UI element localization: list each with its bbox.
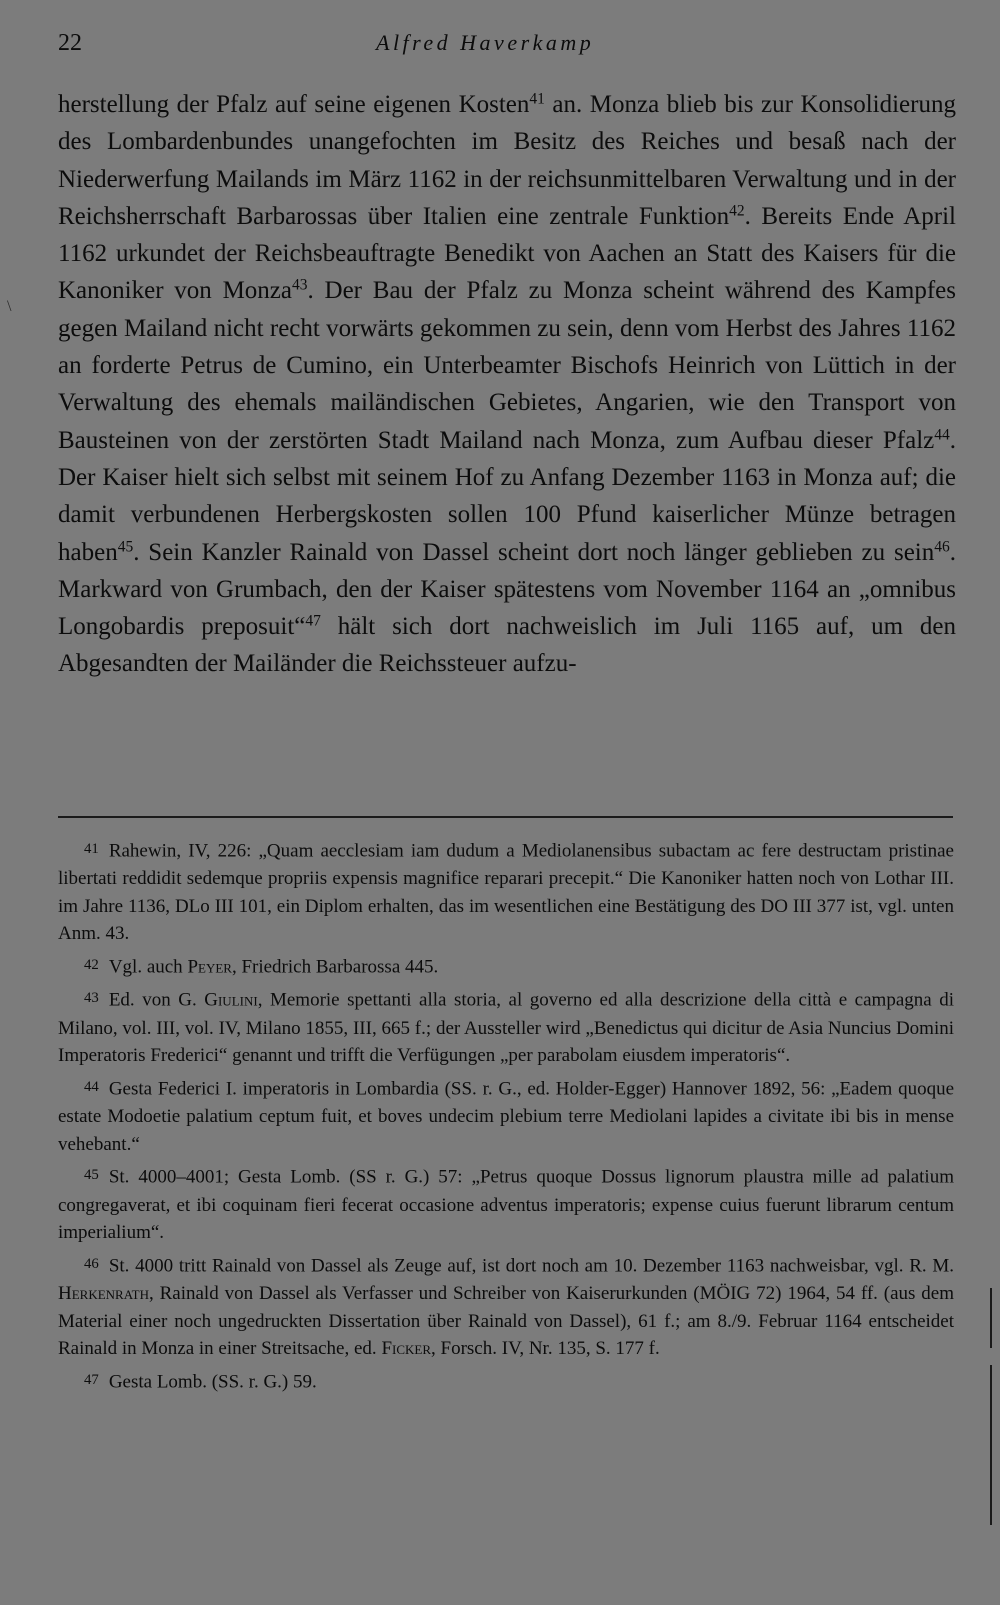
footnote-ref: 43: [292, 276, 308, 294]
scan-edge-mark: \: [7, 298, 12, 315]
text-run: . Der Kaiser hielt sich selbst mit seinem Hof zu Anfang Dezember 1163 in Monza auf; die damit verbundenen Herbergskosten sollen 100 Pfund kaiserlicher Münze betragen haben: [58, 426, 956, 566]
footnote-number: 47: [84, 1371, 99, 1388]
text-run: , Rainald von Dassel als Verfasser und Schreiber von Kaiserurkunden (MÖIG 72) 1964, 54 ff. (aus dem Material einer noch ungedruckten Dissertation über Rainald von Dassel), 61 f.; am 8./9. Februar 1164 entscheidet Rainald in Monza in einer Streitsache, ed.: [58, 1283, 954, 1360]
text-run: St. 4000–4001; Gesta Lomb. (SS r. G.) 57: „Petrus quoque Dossus lignorum plaustra mille ad palatium congregaverat, et ibi coquinam fieri fecerat occasione adventus imperatoris; expense cuius fuerunt librarum centum imperialium“.: [58, 1167, 954, 1244]
text-run: hält sich dort nachweislich im Juli 1165 auf, um den Abgesandten der Mailänder die Reichssteuer aufzu-: [58, 613, 956, 678]
footnote-number: 41: [84, 841, 99, 857]
footnote-44: [58, 1074, 954, 1158]
footnote-45: [58, 1162, 954, 1246]
text-run: Vgl. auch: [108, 956, 188, 978]
footnote-42: [58, 952, 954, 981]
text-run: St. 4000 tritt Rainald von Dassel als Zeuge auf, ist dort noch am 10. Dezember 1163 nachweisbar, vgl. R. M.: [108, 1255, 954, 1277]
footnote-ref: 45: [117, 538, 134, 556]
author-name: Herkenrath: [58, 1283, 149, 1305]
text-run: an. Monza blieb bis zur Konsolidierung des Lombardenbundes unangefochten im Besitz des Reiches und besaß nach der Niederwerfung Mailands im März 1162 in der reichsunmittelbaren Verwaltung und in der Reichsherrschaft Barbarossas über Italien eine zentrale Funktion: [58, 91, 956, 230]
footnote-number: 45: [84, 1167, 99, 1184]
footnote-47: [58, 1367, 954, 1396]
text-run: , Friedrich Barbarossa 445.: [231, 956, 439, 978]
text-run: , Memorie spettanti alla storia, al governo ed alla descrizione della città e campagna di Milano, vol. III, vol. IV, Milano 1855, III, 665 f.; der Aussteller wird „Benedictus qui dicitur de Asia Nuncius Domini Imperatoris Frederici“ genannt und trifft die Verfügungen „per parabolam eiusdem imperatoris“.: [58, 990, 954, 1067]
text-run: . Der Bau der Pfalz zu Monza scheint während des Kampfes gegen Mailand nicht recht vorwärts gekommen zu sein, denn vom Herbst des Jahres 1162 an forderte Petrus de Cumino, ein Unterbeamter Bischofs Heinrich von Lüttich in der Verwaltung des ehemals mailändischen Gebietes, Angarien, wie den Transport von Bausteinen von der zerstörten Stadt Mailand nach Monza, zum Aufbau dieser Pfalz: [58, 277, 956, 454]
main-text: [58, 86, 956, 683]
text-run: Ed. von G.: [108, 990, 205, 1012]
scan-gutter-line: [990, 1365, 992, 1525]
footnote-number: 42: [84, 957, 99, 974]
text-run: . Sein Kanzler Rainald von Dassel scheint dort noch länger geblieben zu sein: [133, 538, 935, 566]
footnote-number: 44: [84, 1078, 99, 1095]
running-head: Alfred Haverkamp: [376, 30, 595, 55]
footnote-46: [58, 1251, 954, 1363]
text-run: Rahewin, IV, 226: „Quam aecclesiam iam dudum a Mediolanensibus subactam ac fere destructam pristinae libertati reddidit sedemque propriis expensis magnifice reparari precepit.“ Die Kanoniker hatten noch von Lothar III. im Jahre 1136, DLo III 101, ein Diplom erhalten, das im wesentlichen eine Bestätigung des DO III 377 ist, vgl. unten Anm. 43.: [58, 840, 954, 945]
footnote-41: [58, 836, 954, 948]
scan-gutter-line: [990, 1288, 992, 1348]
footnote-43: [58, 985, 954, 1069]
footnote-ref: 44: [934, 426, 950, 444]
footnote-number: 43: [84, 990, 99, 1007]
footnote-ref: 41: [529, 90, 545, 108]
footnote-separator: [58, 816, 953, 818]
footnote-ref: 46: [934, 538, 950, 556]
footnotes: [58, 836, 954, 1400]
page-number: 22: [58, 30, 82, 56]
author-name: Peyer: [187, 956, 232, 978]
text-run: . Markward von Grumbach, den der Kaiser spätestens vom November 1164 an „omnibus Longobardis preposuit“: [58, 538, 956, 641]
author-name: Ficker: [381, 1338, 432, 1360]
text-run: Gesta Lomb. (SS. r. G.) 59.: [108, 1371, 317, 1393]
footnote-number: 46: [84, 1255, 99, 1272]
text-run: . Bereits Ende April 1162 urkundet der Reichsbeauftragte Benedikt von Aachen an Statt des Kaisers für die Kanoniker von Monza: [58, 202, 957, 305]
text-run: , Forsch. IV, Nr. 135, S. 177 f.: [431, 1338, 660, 1360]
author-name: Giulini: [204, 990, 258, 1012]
text-run: herstellung der Pfalz auf seine eigenen Kosten: [58, 91, 530, 118]
text-run: Gesta Federici I. imperatoris in Lombardia (SS. r. G., ed. Holder-Egger) Hannover 1892, 56: „Eadem quoque estate Modoetie palatium ceptum fuit, et boves undecim plebium terre Mediolani lapides a civitate ibi bis in mense vehebant.“: [58, 1078, 954, 1155]
footnote-ref: 47: [305, 612, 321, 630]
footnote-ref: 42: [729, 202, 745, 220]
